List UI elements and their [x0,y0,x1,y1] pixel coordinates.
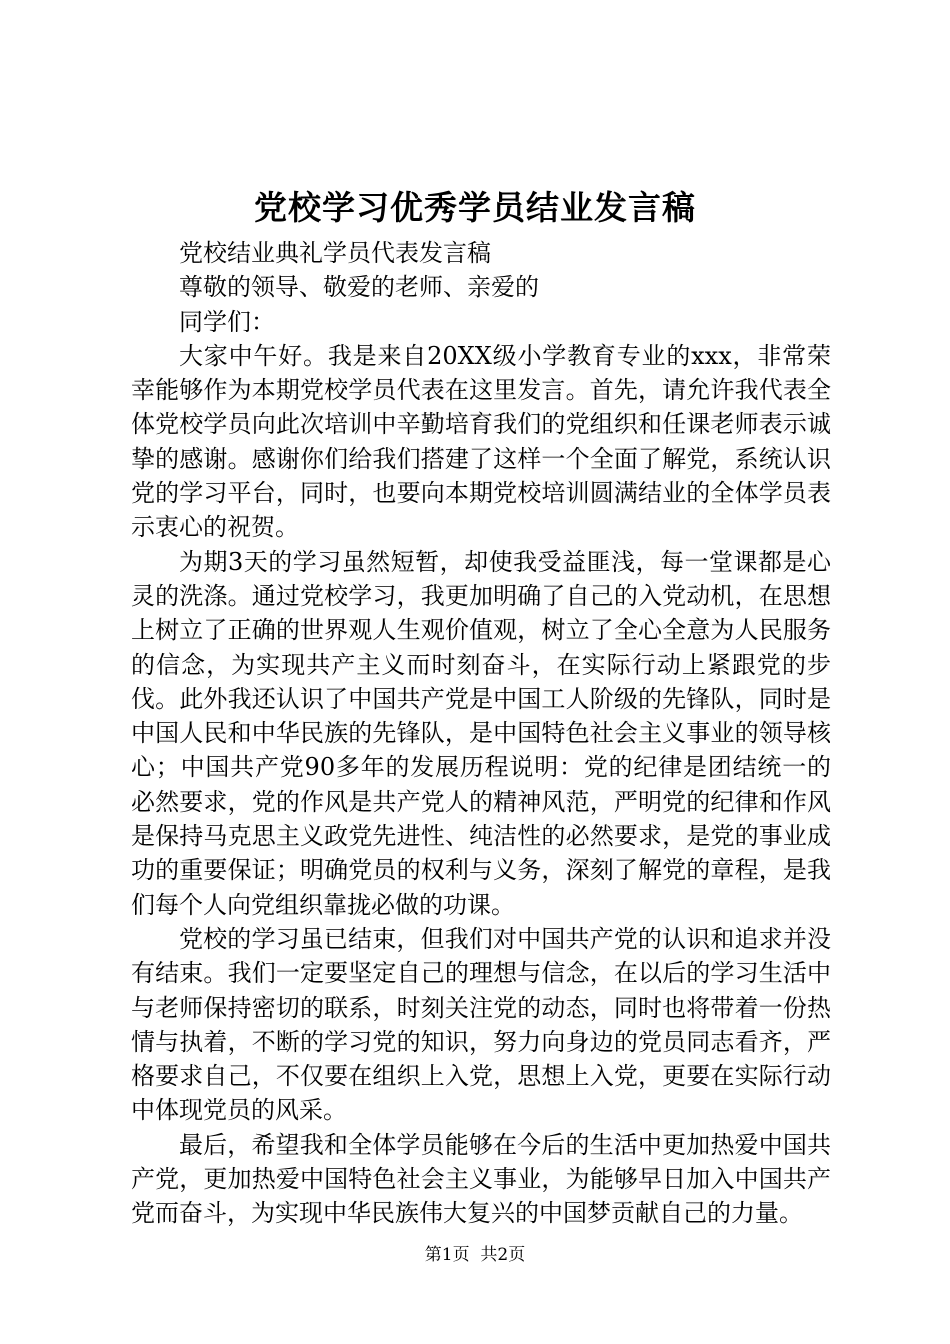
document-title: 党校学习优秀学员结业发言稿 [254,188,696,227]
salutation-line-2: 同学们： [179,307,275,336]
page-total: 共2页 [480,1245,526,1265]
paragraph-3: 党校的学习虽已结束，但我们对中国共产党的认识和追求并没有结束。我们一定要坚定自己的理想与信念，在以后的学习生活中与老师保持密切的联系，时刻关注党的动态，同时也将带着一份热情与执着，不断的学习党的知识，努力向身边的党员同志看齐，严格要求自己，不仅要在组织上入党，思想上入党，更要在实际行动中体现党员的风采。 [131,924,831,1125]
paragraph-4: 最后，希望我和全体学员能够在今后的生活中更加热爱中国共产党，更加热爱中国特色社会主义事业，为能够早日加入中国共产党而奋斗，为实现中华民族伟大复兴的中国梦贡献自己的力量。 [131,1130,831,1228]
salutation-line-1: 尊敬的领导、敬爱的老师、亲爱的 [179,273,539,302]
document-body [131,236,831,1231]
page-footer [0,1243,950,1267]
subtitle-line: 党校结业典礼学员代表发言稿 [179,239,491,267]
paragraph-2: 为期3天的学习虽然短暂，却使我受益匪浅，每一堂课都是心灵的洗涤。通过党校学习，我更加明确了自己的入党动机，在思想上树立了正确的世界观人生观价值观，树立了全心全意为人民服务的信念，为实现共产主义而时刻奋斗，在实际行动上紧跟党的步伐。此外我还认识了中国共产党是中国工人阶级的先锋队，同时是中国人民和中华民族的先锋队，是中国特色社会主义事业的领导核心；中国共产党90多年的发展历程说明：党的纪律是团结统一的必然要求，党的作风是共产党人的精神风范，严明党的纪律和作风是保持马克思主义政党先进性、纯洁性的必然要求，是党的事业成功的重要保证；明确党员的权利与义务，深刻了解党的章程，是我们每个人向党组织靠拢必做的功课。 [131,547,831,919]
paragraph-1: 大家中午好。我是来自20XX级小学教育专业的xxx，非常荣幸能够作为本期党校学员代表在这里发言。首先，请允许我代表全体党校学员向此次培训中辛勤培育我们的党组织和任课老师表示诚挚的感谢。感谢你们给我们搭建了这样一个全面了解党，系统认识党的学习平台，同时，也要向本期党校培训圆满结业的全体学员表示衷心的祝贺。 [131,341,831,542]
page-number: 第1页 [424,1245,470,1265]
